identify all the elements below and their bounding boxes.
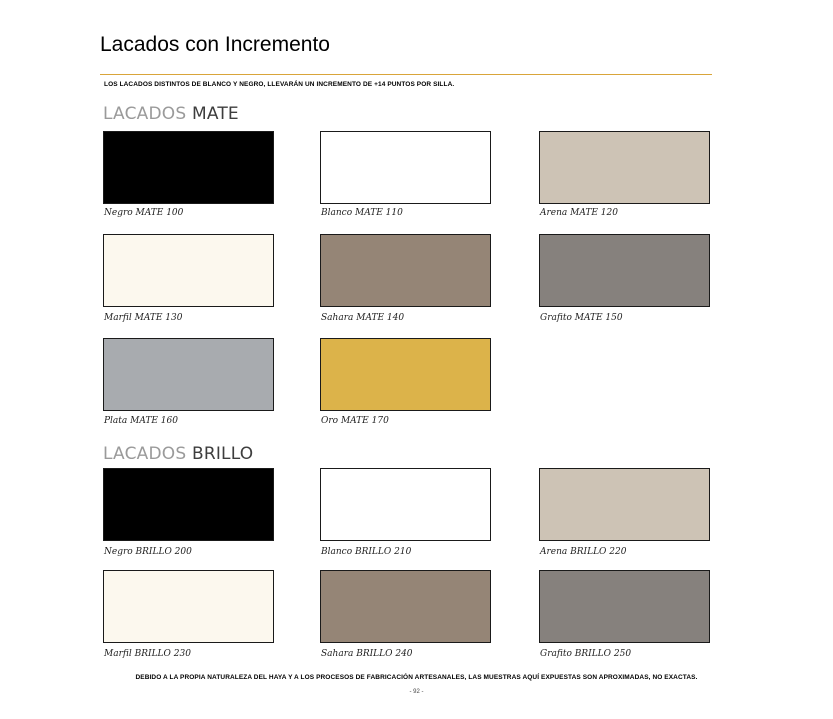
swatch-arena-mate-120 [539,131,710,204]
swatch-label: Grafito MATE 150 [540,313,623,323]
section-heading-mate-prefix: LACADOS [103,104,187,124]
swatch-label: Sahara MATE 140 [321,313,405,323]
swatch-label: Arena BRILLO 220 [540,547,627,557]
swatch-label: Negro BRILLO 200 [104,547,192,557]
section-heading-brillo-prefix: LACADOS [103,444,187,464]
swatch-sahara-mate-140 [320,234,491,307]
swatch-arena-brillo-220 [539,468,710,541]
swatch-marfil-brillo-230 [103,570,274,643]
divider-rule [100,74,712,75]
footer-note: DEBIDO A LA PROPIA NATURALEZA DEL HAYA Y A LOS PROCESOS DE FABRICACIÓN ARTESANALES, LAS MUESTRAS AQUÍ EXPUESTAS SON APROXIMADAS, NO EXACTAS. [135,674,698,681]
swatch-label: Blanco MATE 110 [321,208,403,218]
swatch-label: Sahara BRILLO 240 [321,649,413,659]
section-heading-brillo-name: BRILLO [191,444,254,464]
swatch-grafito-brillo-250 [539,570,710,643]
section-heading-mate [103,104,239,124]
swatch-blanco-mate-110 [320,131,491,204]
section-heading-mate-name: MATE [191,104,239,124]
swatch-label: Marfil MATE 130 [104,313,183,323]
swatch-blanco-brillo-210 [320,468,491,541]
swatch-label: Marfil BRILLO 230 [104,649,191,659]
section-heading-brillo [103,444,253,464]
swatch-marfil-mate-130 [103,234,274,307]
swatch-plata-mate-160 [103,338,274,411]
page-title: Lacados con Incremento [100,33,330,56]
swatch-label: Oro MATE 170 [321,416,389,426]
swatch-label: Negro MATE 100 [104,208,184,218]
swatch-label: Arena MATE 120 [540,208,618,218]
page-number: - 92 - [409,689,424,695]
swatch-grafito-mate-150 [539,234,710,307]
swatch-negro-brillo-200 [103,468,274,541]
swatch-label: Grafito BRILLO 250 [540,649,632,659]
swatch-sahara-brillo-240 [320,570,491,643]
swatch-oro-mate-170 [320,338,491,411]
swatch-label: Plata MATE 160 [104,416,178,426]
swatch-negro-mate-100 [103,131,274,204]
increment-notice: LOS LACADOS DISTINTOS DE BLANCO Y NEGRO, LLEVARÁN UN INCREMENTO DE +14 PUNTOS POR SILLA. [104,81,455,88]
swatch-label: Blanco BRILLO 210 [321,547,412,557]
